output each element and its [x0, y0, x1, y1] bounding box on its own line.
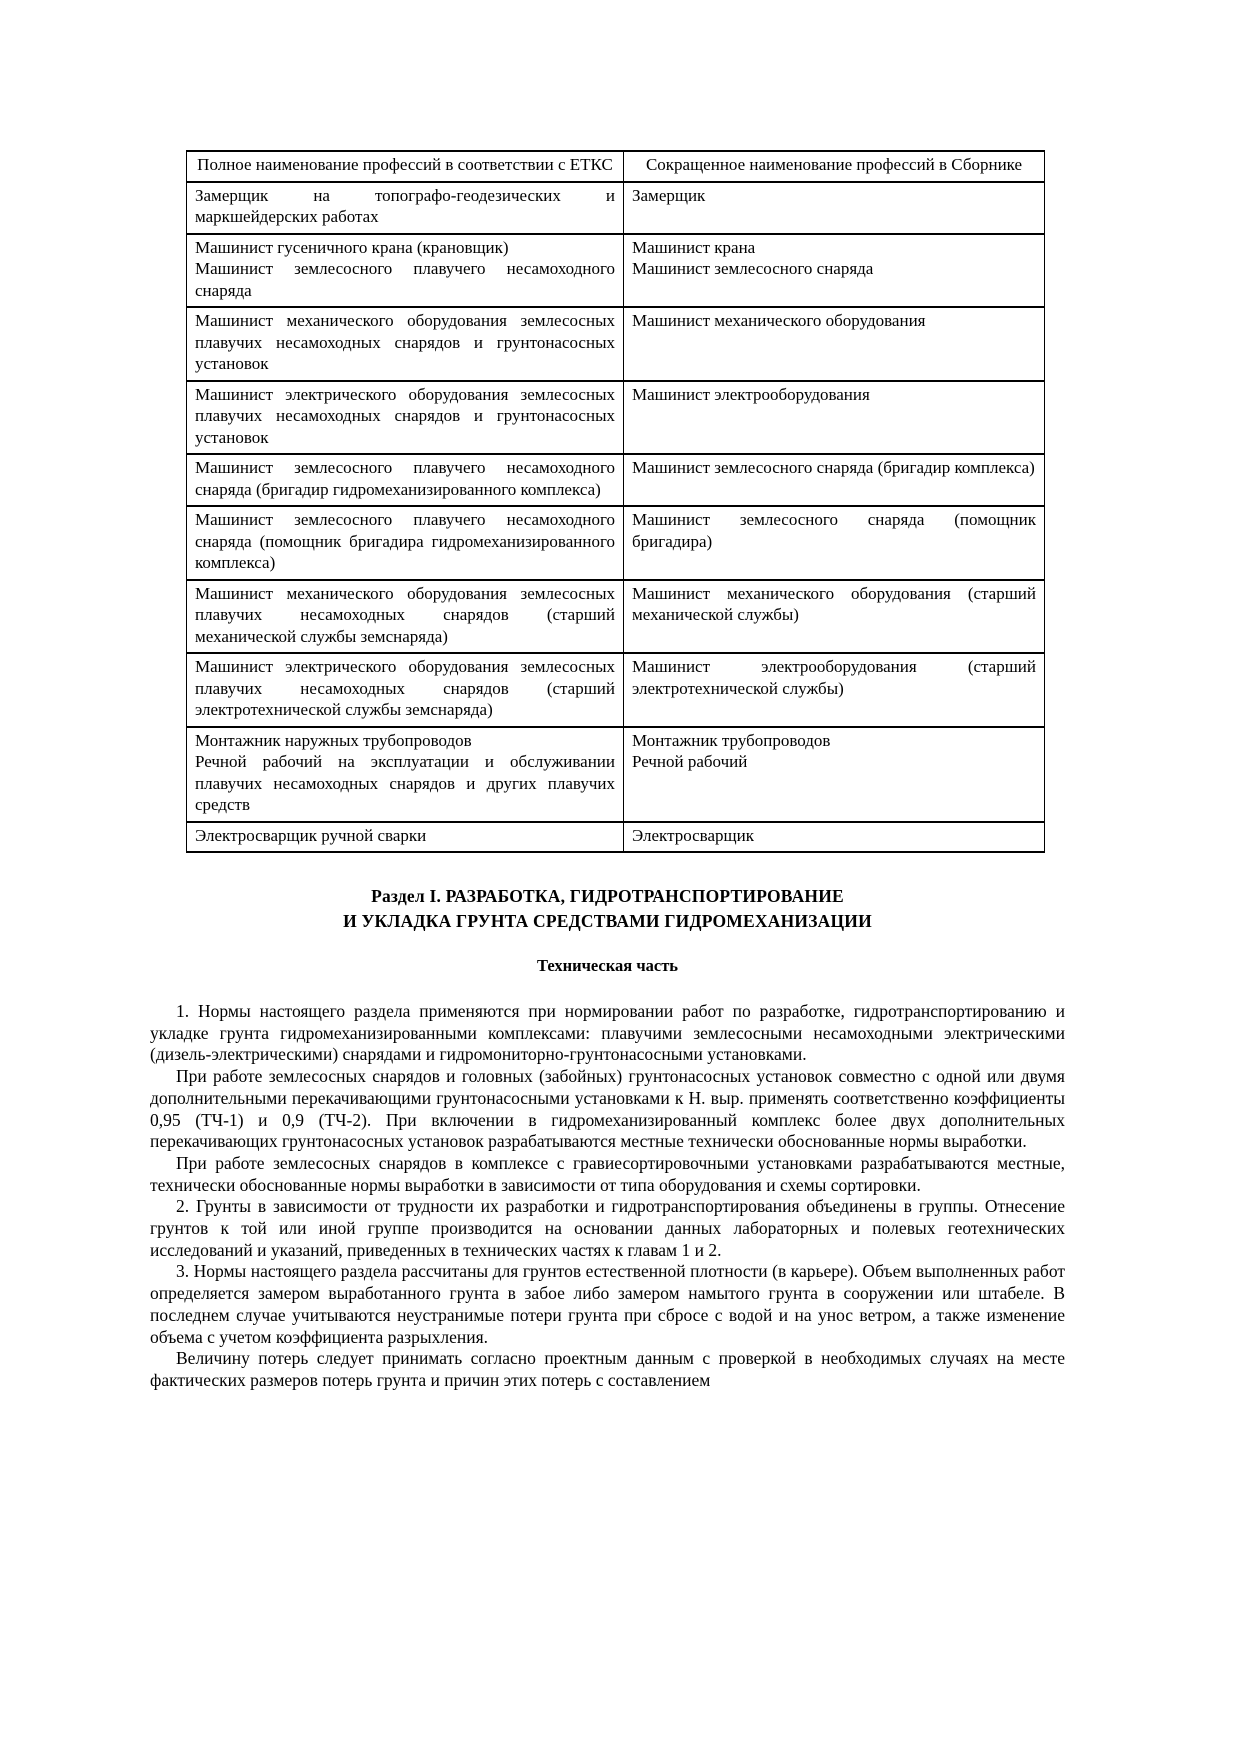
cell-full-name: [187, 381, 624, 455]
profession-short: Машинист крана: [632, 237, 756, 257]
profession-full: Монтажник наружных трубопроводов: [195, 730, 472, 750]
cell-short-name: [624, 580, 1045, 654]
paragraph-1: 1. Нормы настоящего раздела применяются при нормировании работ по разработке, гидротранспортированию и укладке грунта гидромеханизированными комплексами: плавучими землесосными несамоходными электрическими (дизель-электрическими) снарядами и гидромониторно-грунтонасосными установками.: [150, 1001, 1065, 1065]
profession-full: Машинист механического оборудования землесосных плавучих несамоходных снарядов и грунтонасосных установок: [195, 311, 615, 373]
cell-short-name: [624, 454, 1045, 506]
profession-full: Машинист механического оборудования землесосных плавучих несамоходных снарядов (старший механической службы земснаряда): [195, 583, 615, 646]
cell-full-name: [187, 454, 624, 506]
table-row: [187, 727, 1045, 822]
profession-full: Машинист землесосного плавучего несамоходного снаряда (бригадир гидромеханизированного комплекса): [195, 458, 615, 499]
profession-full: Машинист гусеничного крана (крановщик): [195, 237, 509, 257]
paragraph-4: 2. Грунты в зависимости от трудности их разработки и гидротранспортирования объединены в группы. Отнесение грунтов к той или иной группе производится на основании данных лабораторных и полевых геотехнических исследований и указаний, приведенных в технических частях к главам 1 и 2.: [150, 1196, 1065, 1260]
profession-full: Речной рабочий на эксплуатации и обслуживании плавучих несамоходных снарядов и других плавучих средств: [195, 752, 615, 814]
cell-short-name: [624, 307, 1045, 381]
profession-full: Электросварщик ручной сварки: [195, 825, 427, 845]
table-row: [187, 580, 1045, 654]
cell-full-name: [187, 234, 624, 308]
column-header-full-name: Полное наименование профессий в соответствии с ЕТКС: [187, 151, 624, 182]
profession-short: Машинист механического оборудования (старший механической службы): [632, 583, 1036, 624]
profession-full: Замерщик на топографо-геодезических и маркшейдерских работах: [195, 185, 615, 226]
profession-short: Машинист землесосного снаряда (помощник бригадира): [632, 510, 1036, 551]
table-row: [187, 307, 1045, 381]
body-text: [150, 1001, 1065, 1392]
section-heading-line2: И УКЛАДКА ГРУНТА СРЕДСТВАМИ ГИДРОМЕХАНИЗАЦИИ: [343, 911, 872, 931]
profession-short: Машинист механического оборудования: [632, 311, 926, 330]
profession-short: Машинист землесосного снаряда (бригадир комплекса): [632, 458, 1035, 477]
table-row: [187, 381, 1045, 455]
table-row: [187, 454, 1045, 506]
table-header-row: [187, 151, 1045, 182]
table-row: [187, 822, 1045, 853]
cell-full-name: [187, 307, 624, 381]
cell-full-name: [187, 506, 624, 580]
cell-short-name: [624, 653, 1045, 727]
section-heading: [150, 884, 1065, 934]
profession-full: Машинист землесосного плавучего несамоходного снаряда (помощник бригадира гидромеханизированного комплекса): [195, 510, 615, 572]
professions-table: [186, 150, 1045, 853]
section-heading-line1: Раздел I. РАЗРАБОТКА, ГИДРОТРАНСПОРТИРОВАНИЕ: [371, 886, 844, 906]
table-row: [187, 506, 1045, 580]
paragraph-2: При работе землесосных снарядов и головных (забойных) грунтонасосных установок совместно с одной или двумя дополнительными перекачивающими грунтонасосными установками к Н. выр. применять соответственно коэффициенты 0,95 (ТЧ-1) и 0,9 (ТЧ-2). При включении в гидромеханизированный комплекс более двух дополнительных перекачивающих грунтонасосных установок разрабатываются местные технически обоснованные нормы выработки.: [150, 1066, 1065, 1152]
profession-full: Машинист землесосного плавучего несамоходного снаряда: [195, 259, 615, 300]
cell-short-name: [624, 506, 1045, 580]
profession-short: Монтажник трубопроводов: [632, 730, 831, 750]
profession-short: Речной рабочий: [632, 752, 748, 771]
profession-short: Электросварщик: [632, 825, 754, 845]
table-row: [187, 182, 1045, 234]
cell-short-name: [624, 182, 1045, 234]
column-header-short-name: Сокращенное наименование профессий в Сборнике: [624, 151, 1045, 182]
cell-short-name: [624, 822, 1045, 853]
cell-full-name: [187, 822, 624, 853]
cell-full-name: [187, 580, 624, 654]
profession-short: Машинист землесосного снаряда: [632, 259, 874, 278]
paragraph-3: При работе землесосных снарядов в комплексе с гравиесортировочными установками разрабатываются местные, технически обоснованные нормы выработки в зависимости от типа оборудования и схемы сортировки.: [150, 1152, 1065, 1195]
cell-full-name: [187, 653, 624, 727]
profession-full: Машинист электрического оборудования землесосных плавучих несамоходных снарядов (старший электротехнической службы земснаряда): [195, 657, 615, 719]
profession-short: Замерщик: [632, 185, 706, 205]
table-row: [187, 653, 1045, 727]
technical-part-subheading: Техническая часть: [536, 956, 679, 975]
profession-short: Машинист электрооборудования: [632, 384, 870, 404]
paragraph-5: 3. Нормы настоящего раздела рассчитаны для грунтов естественной плотности (в карьере). Объем выполненных работ определяется замером выработанного грунта в забое либо замером намытого грунта в сооружении или штабеле. В последнем случае учитываются неустранимые потери грунта при сбросе с водой и на унос ветром, а также изменение объема с учетом коэффициента разрыхления.: [150, 1261, 1065, 1347]
cell-short-name: [624, 727, 1045, 822]
table-row: [187, 234, 1045, 308]
cell-full-name: [187, 182, 624, 234]
profession-short: Машинист электрооборудования (старший электротехнической службы): [632, 657, 1036, 698]
cell-short-name: [624, 234, 1045, 308]
cell-full-name: [187, 727, 624, 822]
paragraph-6: Величину потерь следует принимать согласно проектным данным с проверкой в необходимых случаях на месте фактических размеров потерь грунта и причин этих потерь с составлением: [150, 1348, 1065, 1390]
cell-short-name: [624, 381, 1045, 455]
profession-full: Машинист электрического оборудования землесосных плавучих несамоходных снарядов и грунтонасосных установок: [195, 384, 615, 447]
